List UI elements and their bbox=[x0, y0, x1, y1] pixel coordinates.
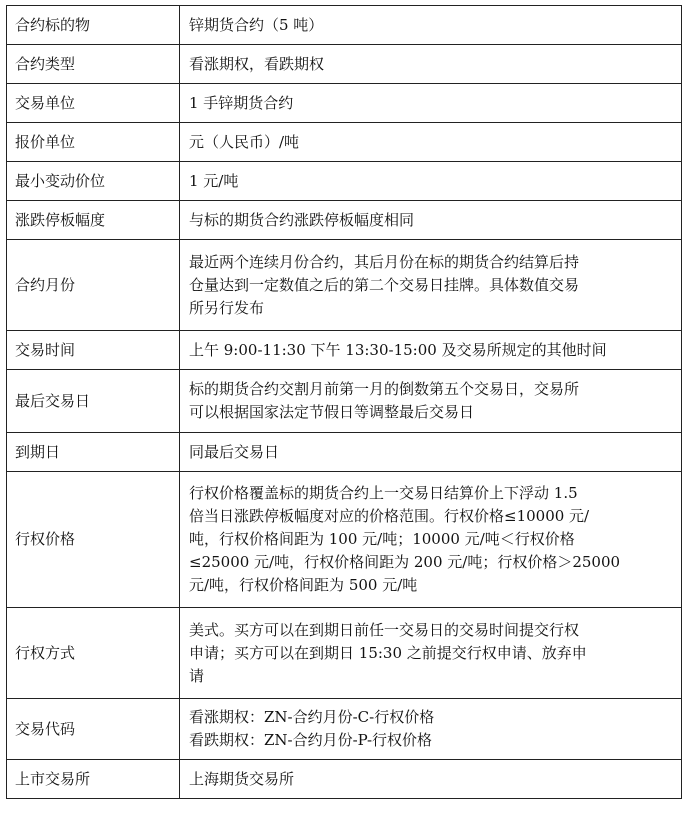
value-line: 看跌期权：ZN-合约月份-P-行权价格 bbox=[189, 731, 433, 749]
value-line: 所另行发布 bbox=[189, 298, 265, 317]
value-line: 标的期货合约交割月前第一月的倒数第五个交易日，交易所 bbox=[189, 380, 580, 398]
value-line: 可以根据国家法定节假日等调整最后交易日 bbox=[189, 403, 475, 421]
row-label: 最小变动价位 bbox=[7, 162, 180, 201]
value-line: 行权价格覆盖标的期货合约上一交易日结算价上下浮动 1.5 bbox=[189, 484, 578, 502]
value-line: 倍当日涨跌停板幅度对应的价格范围。行权价格≤10000 元/ bbox=[189, 507, 590, 525]
row-value bbox=[180, 433, 682, 472]
value-line: 元（人民币）/吨 bbox=[189, 132, 300, 151]
spec-row-price-limit bbox=[7, 201, 682, 240]
row-label: 交易单位 bbox=[7, 84, 180, 123]
spec-row-quote-unit bbox=[7, 123, 682, 162]
value-line: 锌期货合约（5 吨） bbox=[189, 15, 324, 34]
row-label: 上市交易所 bbox=[7, 760, 180, 799]
row-label: 交易时间 bbox=[7, 331, 180, 370]
value-line: 上海期货交易所 bbox=[189, 769, 295, 788]
spec-row-last-trading-day bbox=[7, 370, 682, 433]
row-value bbox=[180, 370, 682, 433]
value-line: 与标的期货合约涨跌停板幅度相同 bbox=[189, 210, 415, 229]
value-line: 请 bbox=[189, 666, 205, 685]
row-value bbox=[180, 45, 682, 84]
value-line: 吨，行权价格间距为 100 元/吨；10000 元/吨＜行权价格 bbox=[189, 530, 575, 548]
row-value bbox=[180, 760, 682, 799]
spec-row-strike-price bbox=[7, 472, 682, 608]
value-line: 同最后交易日 bbox=[189, 442, 280, 461]
value-line: 1 手锌期货合约 bbox=[189, 93, 294, 112]
spec-row-trading-hours bbox=[7, 331, 682, 370]
spec-row-min-tick bbox=[7, 162, 682, 201]
value-line: 元/吨，行权价格间距为 500 元/吨 bbox=[189, 576, 418, 594]
value-line: 申请；买方可以在到期日 15:30 之前提交行权申请、放弃申 bbox=[189, 643, 587, 662]
row-label: 行权方式 bbox=[7, 608, 180, 699]
row-label: 合约标的物 bbox=[7, 6, 180, 45]
row-label: 最后交易日 bbox=[7, 370, 180, 433]
row-value bbox=[180, 240, 682, 331]
spec-row-trading-unit bbox=[7, 84, 682, 123]
row-label: 合约月份 bbox=[7, 240, 180, 331]
spec-row-exchange bbox=[7, 760, 682, 799]
row-value bbox=[180, 123, 682, 162]
contract-spec-table bbox=[6, 5, 682, 799]
value-line: 看涨期权，看跌期权 bbox=[189, 54, 325, 73]
spec-row-contract-type bbox=[7, 45, 682, 84]
spec-row-expiry-day bbox=[7, 433, 682, 472]
row-label: 行权价格 bbox=[7, 472, 180, 608]
value-line: 看涨期权：ZN-合约月份-C-行权价格 bbox=[189, 708, 435, 726]
row-label: 合约类型 bbox=[7, 45, 180, 84]
row-value bbox=[180, 472, 682, 608]
value-line: 1 元/吨 bbox=[189, 171, 239, 190]
spec-row-contract-months bbox=[7, 240, 682, 331]
value-line: 上午 9:00-11:30 下午 13:30-15:00 及交易所规定的其他时间 bbox=[189, 340, 607, 359]
spec-row-trading-code bbox=[7, 699, 682, 760]
row-label: 涨跌停板幅度 bbox=[7, 201, 180, 240]
row-label: 到期日 bbox=[7, 433, 180, 472]
contract-spec-body bbox=[7, 6, 682, 799]
row-value bbox=[180, 608, 682, 699]
value-line: 最近两个连续月份合约，其后月份在标的期货合约结算后持 bbox=[189, 252, 580, 271]
row-value bbox=[180, 6, 682, 45]
value-line: 仓量达到一定数值之后的第二个交易日挂牌。具体数值交易 bbox=[189, 275, 580, 294]
spec-row-exercise-style bbox=[7, 608, 682, 699]
row-label: 报价单位 bbox=[7, 123, 180, 162]
row-value bbox=[180, 201, 682, 240]
row-value bbox=[180, 162, 682, 201]
row-label: 交易代码 bbox=[7, 699, 180, 760]
row-value bbox=[180, 331, 682, 370]
value-line: 美式。买方可以在到期日前任一交易日的交易时间提交行权 bbox=[189, 620, 580, 639]
spec-row-underlying bbox=[7, 6, 682, 45]
row-value bbox=[180, 84, 682, 123]
row-value bbox=[180, 699, 682, 760]
value-line: ≤25000 元/吨，行权价格间距为 200 元/吨；行权价格＞25000 bbox=[189, 553, 621, 571]
